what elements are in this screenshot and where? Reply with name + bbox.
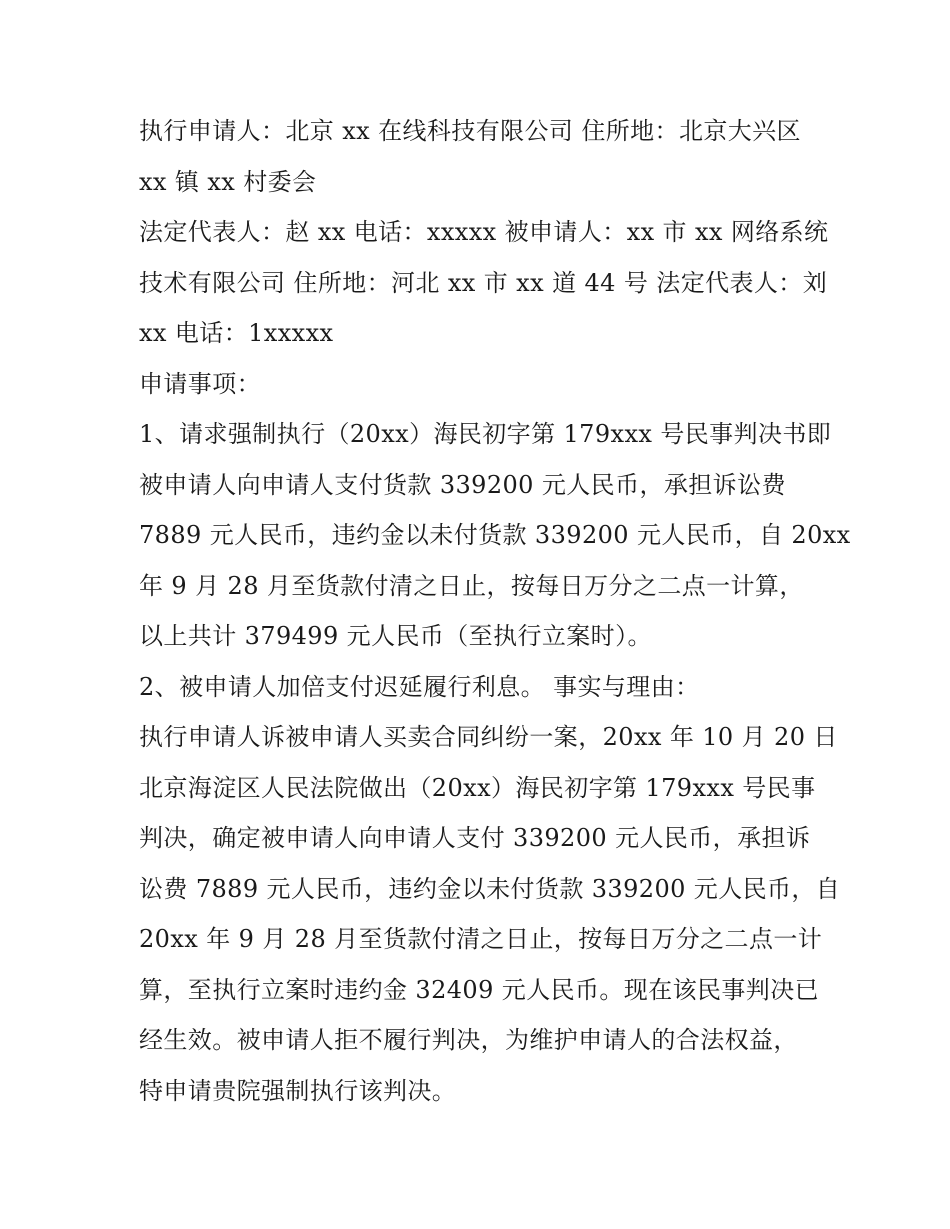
facts-line-5: 20xx 年 9 月 28 月至货款付清之日止，按每日万分之二点一计 [139,925,823,953]
facts-line-8: 特申请贵院强制执行该判决。 [139,1076,457,1105]
request-item-2-and-facts-heading: 2、被申请人加倍支付迟延履行利息。 事实与理由： [139,672,700,701]
respondent-line-3: xx 电话：1xxxxx [139,319,334,347]
representative-respondent-line-1: 法定代表人：赵 xx 电话：xxxxx 被申请人：xx 市 xx 网络系统 [139,218,829,246]
request-item-1-line-2: 被申请人向申请人支付货款 339200 元人民币，承担诉讼费 [139,470,786,499]
document-body [139,106,851,1116]
request-item-1-line-5: 以上共计 379499 元人民币（至执行立案时）。 [139,622,652,650]
facts-line-2: 北京海淀区人民法院做出（20xx）海民初字第 179xxx 号民事 [139,773,816,802]
applicant-line-2: xx 镇 xx 村委会 [139,167,317,196]
facts-line-1: 执行申请人诉被申请人买卖合同纠纷一案，20xx 年 10 月 20 日 [139,723,838,751]
request-item-1-line-4: 年 9 月 28 月至货款付清之日止，按每日万分之二点一计算， [139,571,804,600]
request-item-1-line-1: 1、请求强制执行（20xx）海民初字第 179xxx 号民事判决书即 [139,420,832,448]
request-item-1-line-3: 7889 元人民币，违约金以未付货款 339200 元人民币，自 20xx [139,521,851,549]
applicant-line-1: 执行申请人：北京 xx 在线科技有限公司 住所地：北京大兴区 [139,117,801,145]
facts-line-3: 判决，确定被申请人向申请人支付 339200 元人民币，承担诉 [139,824,811,852]
facts-line-7: 经生效。被申请人拒不履行判决，为维护申请人的合法权益， [139,1026,798,1054]
respondent-line-2: 技术有限公司 住所地：河北 xx 市 xx 道 44 号 法定代表人：刘 [139,268,828,297]
facts-line-6: 算，至执行立案时违约金 32409 元人民币。现在该民事判决已 [139,975,820,1004]
facts-line-4: 讼费 7889 元人民币，违约金以未付货款 339200 元人民币，自 [139,874,841,903]
request-items-heading: 申请事项： [139,369,261,398]
